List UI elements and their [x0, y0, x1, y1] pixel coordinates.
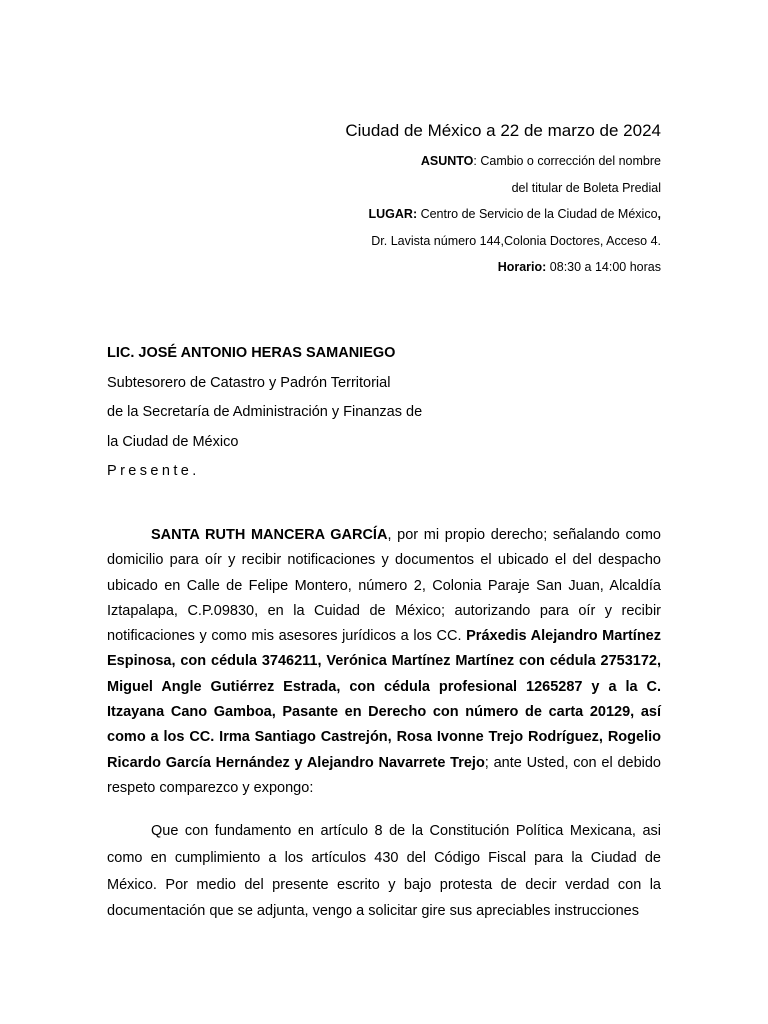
asunto-label: ASUNTO [420, 154, 474, 168]
paragraph-1-text-a: , por mi propio derecho; señalando como domicilio para oír y recibir notificaciones y documentos el ubicado el del despacho ubicado en Calle de Felipe Montero, número 2, Colonia Paraje San Juan, Alcaldía Iztapalapa, C.P.09830, en la Cuidad de México; autorizando para oír y recibir notificaciones y como mis asesores jurídicos a los CC. [107, 527, 661, 645]
addressee-name: LIC. JOSÉ ANTONIO HERAS SAMANIEGO [107, 345, 396, 361]
lugar-line-1 [345, 201, 661, 228]
asunto-text: : Cambio o corrección del nombre [473, 154, 661, 168]
lugar-label: LUGAR: [368, 207, 418, 221]
letter-header [345, 120, 661, 281]
addressee-title-line-2: de la Secretaría de Administración y Finanzas de [107, 404, 423, 420]
horario-label: Horario: [497, 260, 547, 274]
paragraph-1 [107, 523, 661, 801]
petitioner-name: SANTA RUTH MANCERA GARCÍA [151, 527, 388, 543]
addressee-title-line-3: la Ciudad de México [107, 433, 239, 450]
paragraph-2-text: Que con fundamento en artículo 8 de la Constitución Política Mexicana, asi como en cumplimiento a los artículos 430 del Código Fiscal para la Ciudad de México. Por medio del presente escrito y bajo protesta de decir verdad con la documentación que se adjunta, vengo a solicitar gire sus apreciables instrucciones [107, 823, 661, 920]
addressee-title-line-1: Subtesorero de Catastro y Padrón Territorial [107, 374, 391, 391]
authorized-persons: Práxedis Alejandro Martínez Espinosa, con cédula 3746211, Verónica Martínez Martínez con cédula 2753172, Miguel Angle Gutiérrez Estrada, con cédula profesional 1265287 y a la C. Itzayana Cano Gamboa, Pasante en Derecho con número de carta 20129, así como a los CC. Irma Santiago Castrejón, Rosa Ivonne Trejo Rodríguez, Rogelio Ricardo García Hernández y Alejandro Navarrete Trejo [107, 628, 661, 771]
asunto-line-2: del titular de Boleta Predial [511, 180, 661, 195]
presente-line: Presente. [107, 463, 200, 479]
paragraph-1-text-b: ; ante Usted, con el debido respeto comparezco y expongo: [107, 754, 661, 796]
horario-text: 08:30 a 14:00 horas [546, 260, 661, 274]
lugar-comma: , [657, 207, 661, 221]
lugar-line-2: Dr. Lavista número 144,Colonia Doctores, Acceso 4. [371, 233, 661, 248]
addressee-block [107, 339, 422, 487]
asunto-line-1 [345, 148, 661, 175]
horario-line [345, 254, 661, 281]
lugar-text: Centro de Servicio de la Ciudad de México [417, 207, 658, 221]
paragraph-2 [107, 818, 661, 925]
letter-date: Ciudad de México a 22 de marzo de 2024 [345, 121, 661, 140]
